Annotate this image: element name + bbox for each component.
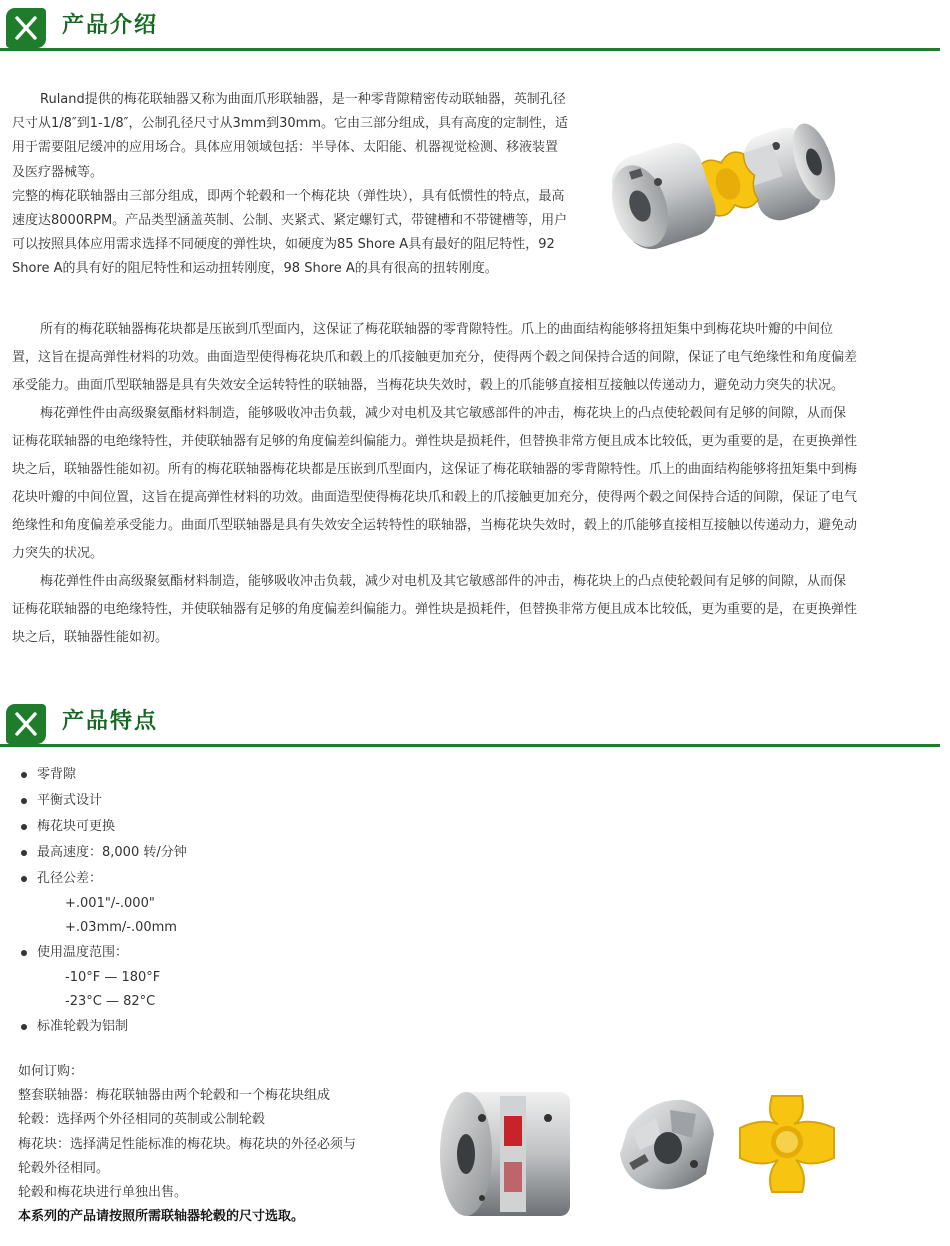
assembled-coupling-image bbox=[430, 1082, 580, 1227]
jaw-coupling-image bbox=[600, 112, 850, 262]
feature-subitem: +.001"/-.000" bbox=[65, 896, 155, 911]
feature-subitem: +.03mm/-.00mm bbox=[65, 920, 177, 935]
intro-text bbox=[12, 88, 568, 282]
order-line: 梅花块：选择满足性能标准的梅花块。梅花块的外径必须与 bbox=[18, 1136, 357, 1152]
x-badge-icon bbox=[6, 704, 46, 744]
order-info bbox=[18, 1060, 418, 1229]
spider-insert-image bbox=[732, 1088, 842, 1198]
feature-item: 孔径公差： bbox=[20, 866, 187, 892]
feature-item: 梅花块可更换 bbox=[20, 814, 187, 840]
order-line: 整套联轴器：梅花联轴器由两个轮毂和一个梅花块组成 bbox=[18, 1088, 331, 1104]
intro-paragraph-1: Ruland提供的梅花联轴器又称为曲面爪形联轴器，是一种零背隙精密传动联轴器，英制孔径尺寸从1/8″到1-1/8″，公制孔径尺寸从3mm到30mm。它由三部分组成，具有高度的定制性，适用于需要阻尼缓冲的应用场合。具体应用领域包括：半导体、太阳能、机器视觉检测、移液装置及医疗器械等。 bbox=[12, 92, 568, 180]
feature-item: 标准轮毂为铝制 bbox=[20, 1014, 187, 1040]
hub-image bbox=[610, 1088, 720, 1198]
body-text bbox=[12, 316, 858, 652]
order-line: 轮毂外径相同。 bbox=[18, 1160, 110, 1176]
feature-subitem: -10°F — 180°F bbox=[65, 970, 161, 985]
feature-subitem: -23°C — 82°C bbox=[65, 994, 156, 1009]
x-badge-icon bbox=[6, 8, 46, 48]
body-paragraph-3: 梅花弹性件由高级聚氨酯材料制造，能够吸收冲击负载，减少对电机及其它敏感部件的冲击，梅花块上的凸点使轮毂间有足够的间隙，从而保证梅花联轴器的电绝缘特性，并使联轴器有足够的角度偏差纠偏能力。弹性块是损耗件，但替换非常方便且成本比较低，更为重要的是，在更换弹性块之后，联轴器性能如初。 bbox=[12, 574, 858, 645]
body-paragraph-2: 梅花弹性件由高级聚氨酯材料制造，能够吸收冲击负载，减少对电机及其它敏感部件的冲击，梅花块上的凸点使轮毂间有足够的间隙，从而保证梅花联轴器的电绝缘特性，并使联轴器有足够的角度偏差纠偏能力。弹性块是损耗件，但替换非常方便且成本比较低，更为重要的是，在更换弹性块之后，联轴器性能如初。所有的梅花联轴器梅花块都是压嵌到爪型面内，这保证了梅花联轴器的零背隙特性。爪上的曲面结构能够将扭矩集中到梅花块叶瓣的中间位置，这旨在提高弹性材料的功效。曲面造型使得梅花块爪和毂上的爪接触更加充分，使得两个毂之间保持合适的间隙，保证了电气绝缘性和角度偏差承受能力。曲面爪型联轴器是具有失效安全运转特性的联轴器，当梅花块失效时，毂上的爪能够直接相互接触以传递动力，避免动力突失的状况。 bbox=[12, 406, 858, 561]
feature-item: 零背隙 bbox=[20, 762, 187, 788]
feature-item: 使用温度范围： bbox=[20, 940, 187, 966]
feature-item: 最高速度：8,000 转/分钟 bbox=[20, 840, 187, 866]
section-header-intro bbox=[0, 0, 950, 54]
intro-paragraph-2: 完整的梅花联轴器由三部分组成，即两个轮毂和一个梅花块（弹性块），具有低惯性的特点，最高速度达8000RPM。产品类型涵盖英制、公制、夹紧式、紧定螺钉式，带键槽和不带键槽等，用户可以按照具体应用需求选择不同硬度的弹性块，如硬度为85 Shore A具有最好的阻尼特性，92 Shore A的具有好的阻尼特性和运动扭转刚度，98 Shore A的具有很高的扭转刚度。 bbox=[12, 188, 568, 277]
order-line: 轮毂：选择两个外径相同的英制或公制轮毂 bbox=[18, 1112, 266, 1128]
order-note: 本系列的产品请按照所需联轴器轮毂的尺寸选取。 bbox=[18, 1209, 305, 1225]
order-heading: 如何订购： bbox=[18, 1064, 84, 1079]
feature-item: 平衡式设计 bbox=[20, 788, 187, 814]
section-title-intro: 产品介绍 bbox=[62, 13, 159, 38]
body-paragraph-1: 所有的梅花联轴器梅花块都是压嵌到爪型面内，这保证了梅花联轴器的零背隙特性。爪上的曲面结构能够将扭矩集中到梅花块叶瓣的中间位置，这旨在提高弹性材料的功效。曲面造型使得梅花块爪和毂上的爪接触更加充分，使得两个毂之间保持合适的间隙，保证了电气绝缘性和角度偏差承受能力。曲面爪型联轴器是具有失效安全运转特性的联轴器，当梅花块失效时，毂上的爪能够直接相互接触以传递动力，避免动力突失的状况。 bbox=[12, 322, 858, 393]
section-header-features bbox=[0, 696, 950, 750]
section-divider bbox=[0, 48, 940, 51]
section-divider bbox=[0, 744, 940, 747]
order-line: 轮毂和梅花块进行单独出售。 bbox=[18, 1185, 188, 1201]
features-list bbox=[20, 762, 187, 1040]
section-title-features: 产品特点 bbox=[62, 709, 159, 734]
